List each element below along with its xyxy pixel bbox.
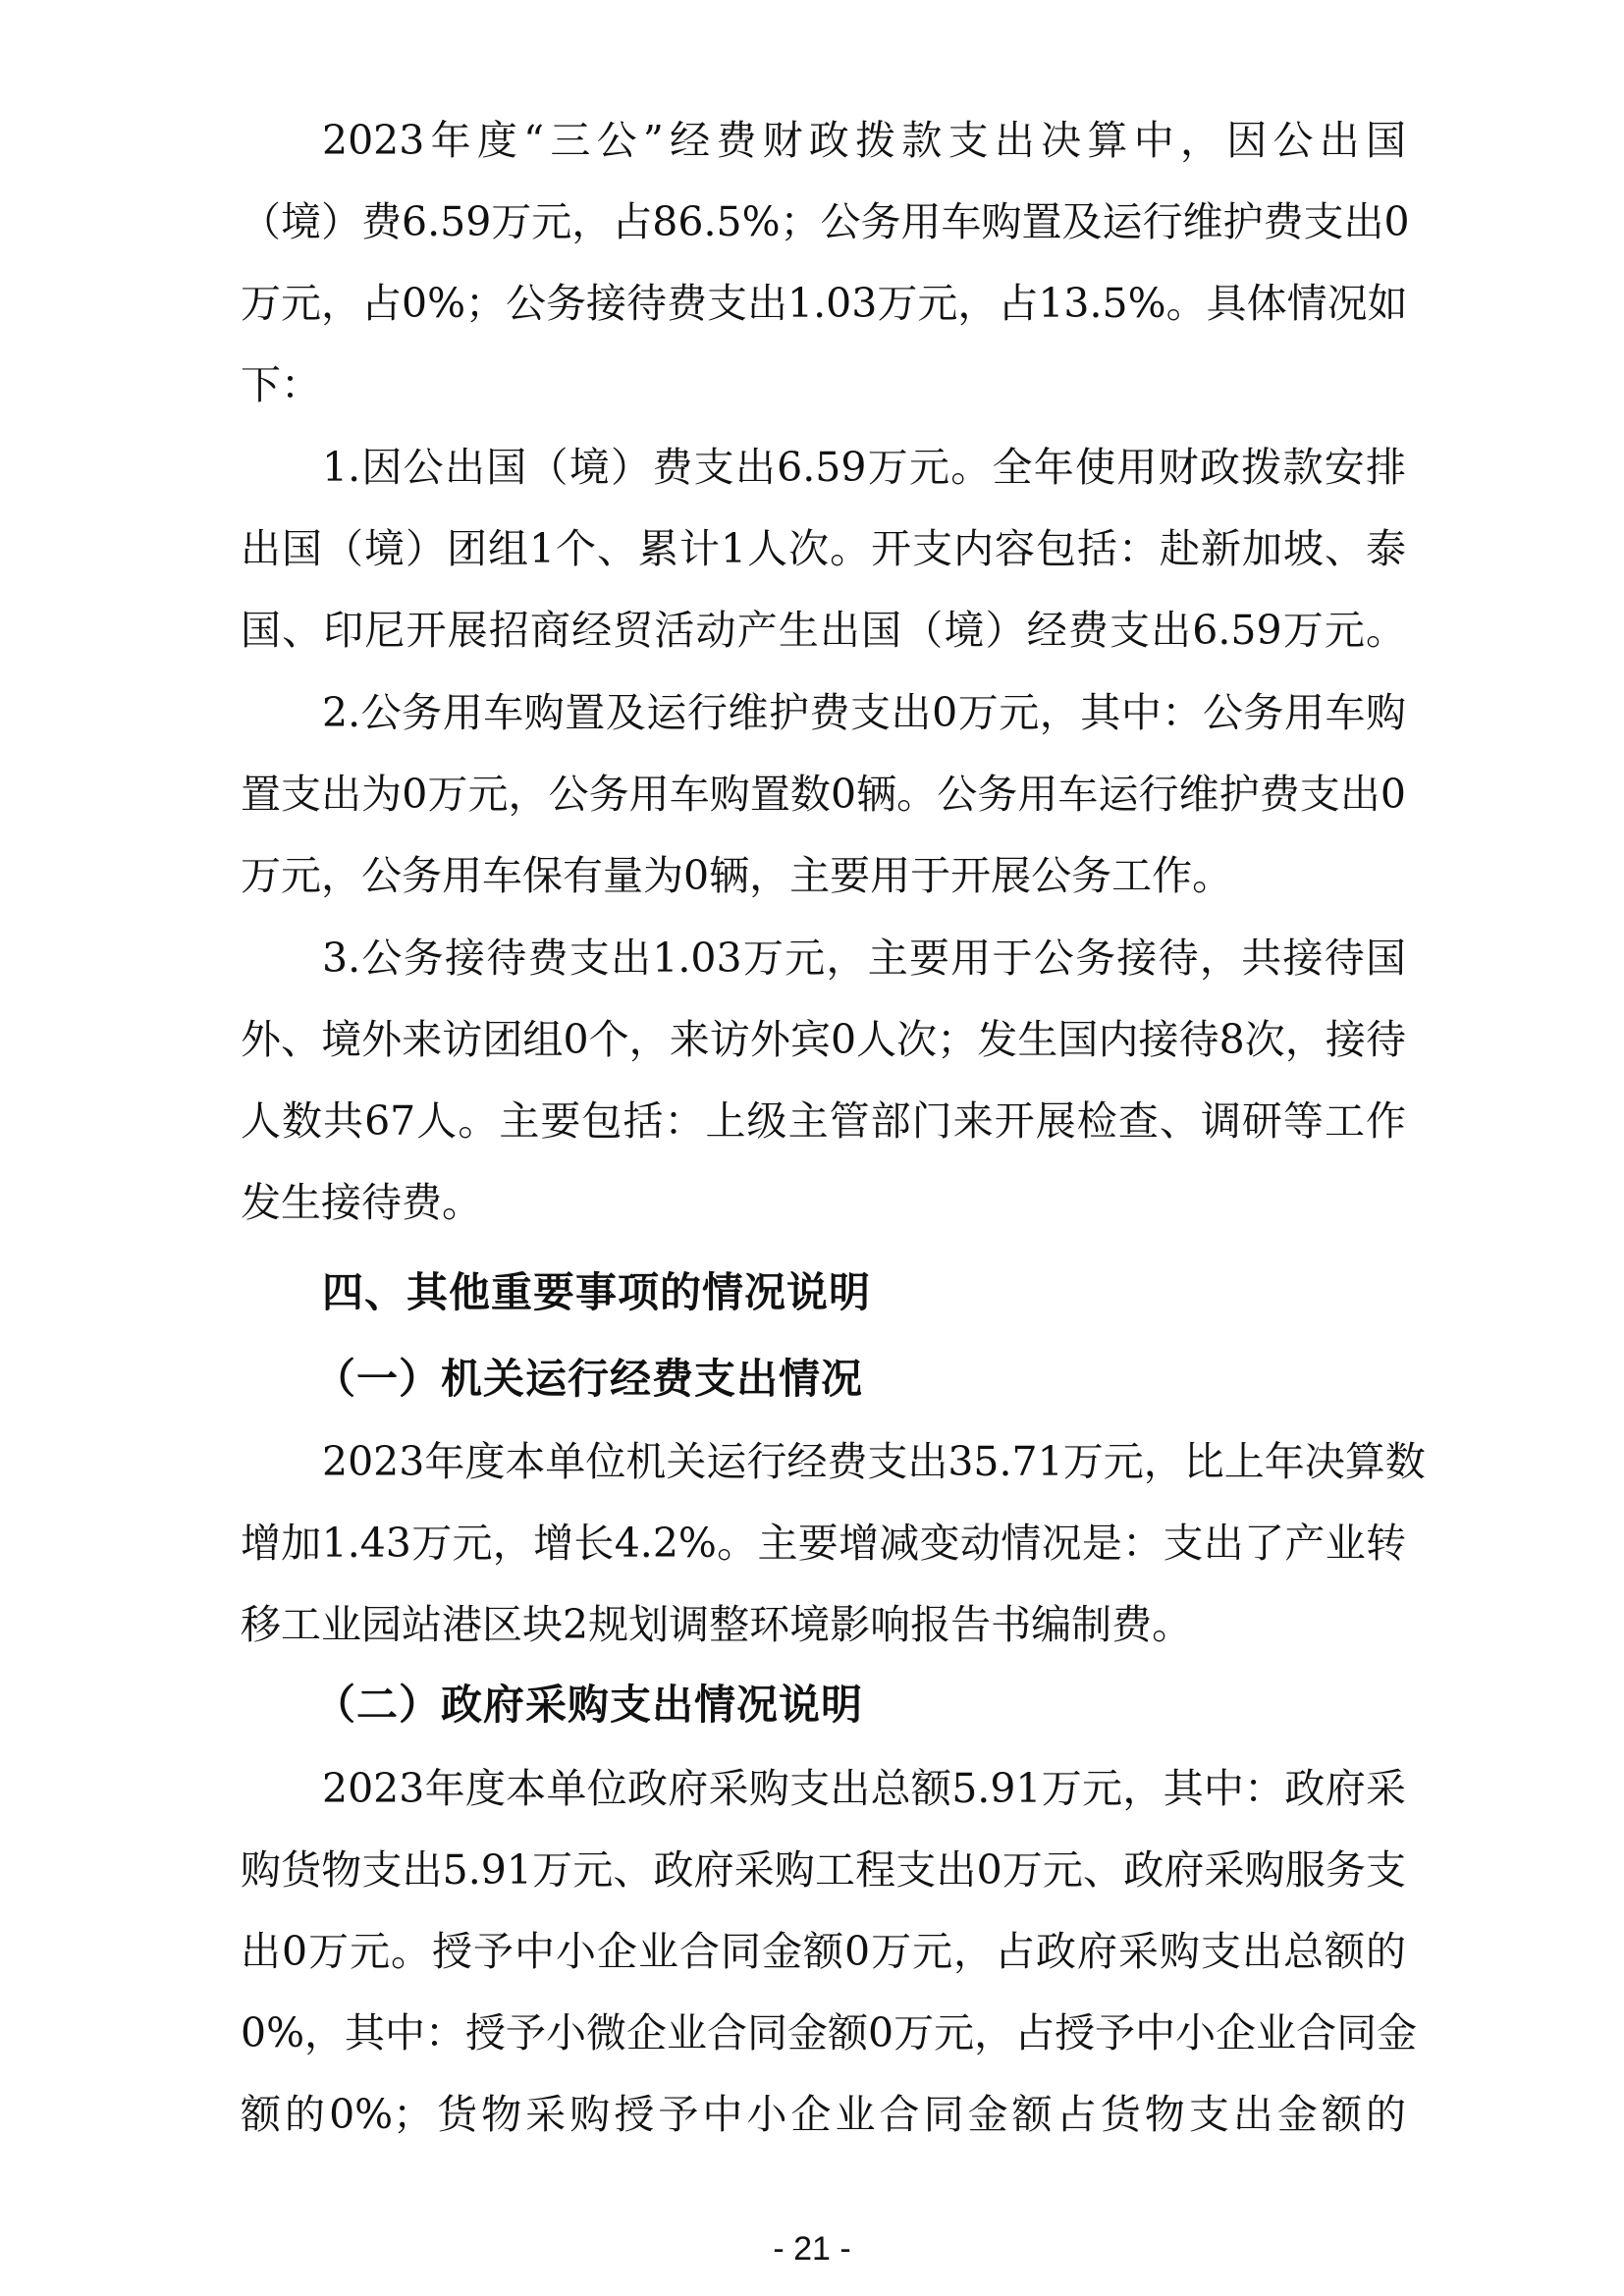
paragraph-line: 万元，占0%；公务接待费支出1.03万元，占13.5%。具体情况如 (241, 280, 1408, 327)
paragraph-line: 下： (241, 361, 321, 408)
paragraph-line: 外、境外来访团组0个，来访外宾0人次；发生国内接待8次，接待 (241, 1016, 1406, 1063)
paragraph-line: 增加1.43万元，增长4.2%。主要增减变动情况是：支出了产业转 (241, 1520, 1406, 1567)
paragraph-line: 出国（境）团组1个、累计1人次。开支内容包括：赴新加坡、泰 (241, 525, 1406, 572)
paragraph-line: 国、印尼开展招商经贸活动产生出国（境）经费支出6.59万元。 (241, 607, 1406, 654)
paragraph-line: 置支出为0万元，公务用车购置数0辆。公务用车运行维护费支出0 (241, 771, 1406, 818)
paragraph-line: 2023年度“三公”经费财政拨款支出决算中，因公出国 (322, 117, 1406, 164)
paragraph-line: 2.公务用车购置及运行维护费支出0万元，其中：公务用车购 (322, 689, 1406, 736)
paragraph-line: 3.公务接待费支出1.03万元，主要用于公务接待，共接待国 (322, 934, 1406, 982)
paragraph-line: 0%，其中：授予小微企业合同金额0万元，占授予中小企业合同金 (241, 2009, 1418, 2056)
paragraph-line: 2023年度本单位机关运行经费支出35.71万元，比上年决算数 (322, 1438, 1426, 1485)
section-heading: 四、其他重要事项的情况说明 (322, 1268, 872, 1316)
paragraph-line: （境）费6.59万元，占86.5%；公务用车购置及运行维护费支出0 (241, 198, 1410, 245)
paragraph-line: 人数共67人。主要包括：上级主管部门来开展检查、调研等工作 (241, 1097, 1406, 1145)
paragraph-line: 出0万元。授予中小企业合同金额0万元，占政府采购支出总额的 (241, 1928, 1406, 1975)
paragraph-line: 移工业园站港区块2规划调整环境影响报告书编制费。 (241, 1601, 1193, 1648)
paragraph-line: 发生接待费。 (241, 1179, 482, 1226)
paragraph-line: 购货物支出5.91万元、政府采购工程支出0万元、政府采购服务支 (241, 1846, 1406, 1894)
page-number: - 21 - (773, 2230, 851, 2268)
paragraph-line: 1.因公出国（境）费支出6.59万元。全年使用财政拨款安排 (322, 444, 1406, 491)
paragraph-line: 额的0%；货物采购授予中小企业合同金额占货物支出金额的 (241, 2091, 1406, 2138)
paragraph-line: 2023年度本单位政府采购支出总额5.91万元，其中：政府采 (322, 1765, 1406, 1812)
paragraph-line: 万元，公务用车保有量为0辆，主要用于开展公务工作。 (241, 852, 1233, 899)
subsection-heading: （二）政府采购支出情况说明 (314, 1681, 864, 1729)
subsection-heading: （一）机关运行经费支出情况 (314, 1355, 864, 1403)
